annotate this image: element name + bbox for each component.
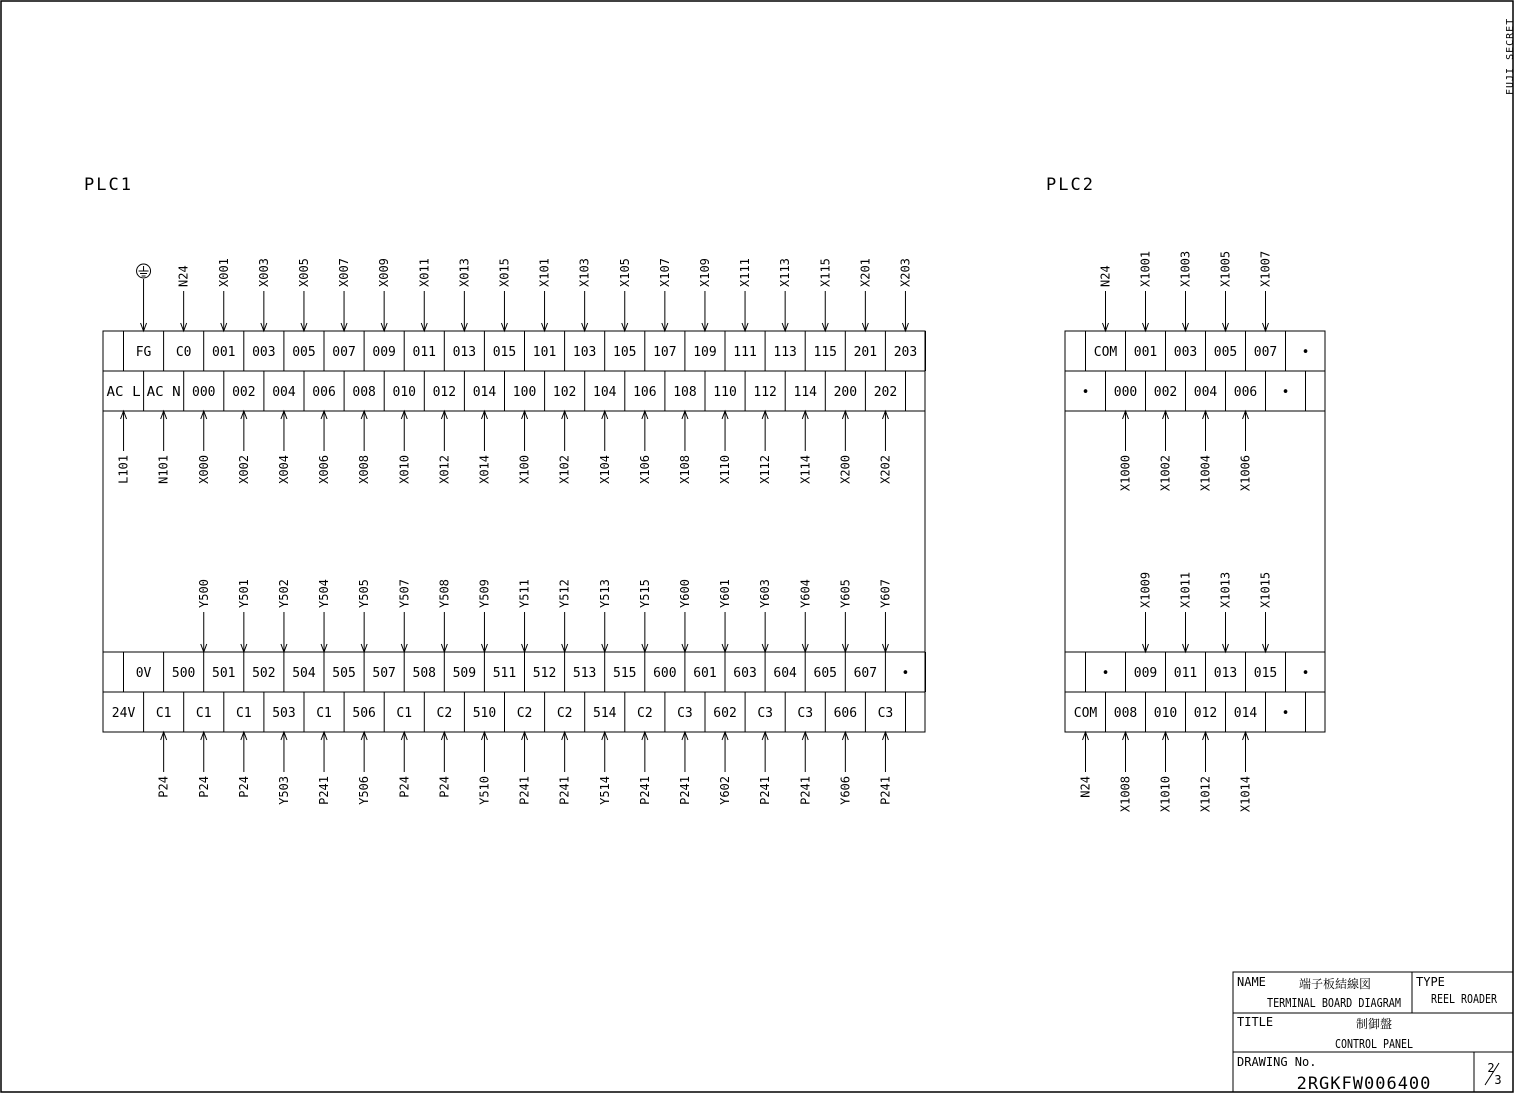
- terminal-cell: 112: [753, 385, 777, 400]
- wire-label: N101: [156, 455, 171, 484]
- wire-label: X003: [256, 258, 271, 287]
- terminal-cell: 005: [292, 345, 316, 360]
- terminal-cell: 500: [171, 666, 196, 681]
- terminal-cell: 003: [1173, 345, 1198, 360]
- sheet-border: [1, 1, 1513, 1092]
- wire-label: X104: [597, 455, 612, 484]
- drawing-number: 2RGKFW006400: [1296, 1074, 1432, 1094]
- wire-label: Y510: [477, 776, 492, 805]
- terminal-cell: 514: [593, 706, 617, 721]
- wire-label: X004: [276, 455, 291, 484]
- wire-label: N24: [1078, 776, 1093, 798]
- wire-connections: [117, 251, 1273, 812]
- wire-label: X013: [457, 258, 472, 287]
- terminal-cell: 002: [1153, 385, 1178, 400]
- terminal-cell: C2: [516, 706, 533, 721]
- wire-label: X1010: [1158, 776, 1173, 813]
- name-japanese: 端子板結線図: [1298, 977, 1372, 991]
- wire-label: X014: [477, 455, 492, 484]
- wire-label: X1012: [1198, 776, 1213, 813]
- wire-label: Y607: [878, 579, 893, 608]
- terminal-cell: 007: [1253, 345, 1278, 360]
- wire-label: Y503: [276, 776, 291, 805]
- wire-label: X001: [216, 258, 231, 287]
- wire-label: X112: [758, 455, 773, 484]
- terminal-cell: 24V: [111, 706, 136, 721]
- wire-label: X100: [517, 455, 532, 484]
- terminal-cell: 507: [372, 666, 396, 681]
- terminal-cell: 0V: [135, 666, 152, 681]
- terminal-cell: 011: [1173, 666, 1198, 681]
- wire-label: X115: [818, 258, 833, 287]
- terminal-cell: 101: [532, 345, 557, 360]
- terminal-cell: 106: [633, 385, 657, 400]
- terminal-cell: 104: [593, 385, 617, 400]
- terminal-cell: 014: [1233, 706, 1258, 721]
- wire-label: Y505: [357, 579, 372, 608]
- wire-label: X1008: [1118, 776, 1133, 813]
- terminal-cell: AC L: [106, 385, 141, 400]
- wire-label: Y606: [838, 776, 853, 805]
- terminal-cell: •: [1101, 666, 1110, 681]
- terminal-cell: 115: [813, 345, 837, 360]
- terminal-cell: C2: [637, 706, 653, 721]
- wire-label: X012: [437, 455, 452, 484]
- terminal-cell: 601: [693, 666, 717, 681]
- terminal-cells: [107, 331, 1310, 732]
- terminal-cell: 111: [733, 345, 757, 360]
- terminal-cell: 003: [252, 345, 276, 360]
- wire-label: X1005: [1218, 250, 1233, 287]
- wire-label: X106: [637, 455, 652, 484]
- wire-label: X108: [677, 455, 692, 484]
- wire-label: P24: [156, 776, 171, 798]
- terminal-cell: 102: [552, 385, 577, 400]
- terminal-cell: C3: [877, 706, 894, 721]
- wire-label: X1007: [1258, 250, 1273, 287]
- terminal-cell: 008: [352, 385, 376, 400]
- wire-label: X101: [537, 258, 552, 287]
- terminal-cell: C1: [155, 706, 172, 721]
- title-label: TITLE: [1237, 1015, 1274, 1029]
- terminal-cell: 505: [332, 666, 356, 681]
- terminal-cell: •: [1281, 706, 1290, 721]
- terminal-cell: 605: [813, 666, 837, 681]
- wire-label: Y500: [196, 579, 211, 608]
- wire-label: Y601: [718, 579, 733, 608]
- terminal-cell: 006: [1233, 385, 1258, 400]
- wire-label: X102: [557, 455, 572, 484]
- terminal-cell: 009: [1133, 666, 1158, 681]
- terminal-cell: 504: [292, 666, 316, 681]
- wire-label: Y502: [276, 579, 291, 608]
- wire-label: P24: [437, 776, 452, 798]
- terminal-cell: 012: [432, 385, 457, 400]
- terminal-cell: 110: [713, 385, 737, 400]
- terminal-cell: •: [1281, 385, 1290, 400]
- terminal-cell: 007: [332, 345, 356, 360]
- wire-label: P241: [878, 776, 893, 805]
- terminal-cell: 606: [833, 706, 858, 721]
- title-block: [1233, 972, 1513, 1094]
- wire-label: X111: [738, 258, 753, 287]
- terminal-cell: 008: [1113, 706, 1138, 721]
- wire-label: X1002: [1158, 455, 1173, 492]
- wire-label: X015: [497, 258, 512, 287]
- wire-label: X110: [718, 455, 733, 484]
- sheet-number: 2: [1487, 1061, 1495, 1075]
- terminal-cell: 506: [352, 706, 376, 721]
- terminal-cell: C2: [556, 706, 573, 721]
- wire-label: X202: [878, 455, 893, 484]
- wire-label: Y511: [517, 579, 532, 608]
- wire-label: X1013: [1218, 571, 1233, 608]
- terminal-cell: 001: [1133, 345, 1158, 360]
- wire-label: Y512: [557, 579, 572, 608]
- plc1-title: PLC1: [84, 175, 133, 195]
- wire-label: X1004: [1198, 455, 1213, 492]
- terminal-cell: 604: [773, 666, 797, 681]
- terminal-cell: 015: [492, 345, 517, 360]
- drawing-number-label: DRAWING No.: [1237, 1055, 1317, 1069]
- wire-label: Y514: [597, 776, 612, 805]
- terminal-cell: 002: [232, 385, 256, 400]
- terminal-cell: 511: [492, 666, 517, 681]
- terminal-cell: 603: [733, 666, 757, 681]
- wire-label: P24: [236, 776, 251, 798]
- wire-label: P24: [397, 776, 412, 798]
- wire-label: Y506: [357, 776, 372, 805]
- wire-label: Y600: [677, 579, 692, 608]
- terminal-cell: 001: [212, 345, 236, 360]
- wire-label: X1003: [1178, 250, 1193, 287]
- wire-label: P241: [677, 776, 692, 805]
- wire-label: P241: [557, 776, 572, 805]
- terminal-cell: 515: [613, 666, 637, 681]
- terminal-cell: 501: [212, 666, 236, 681]
- title-english: CONTROL PANEL: [1335, 1037, 1413, 1051]
- terminal-cell: 502: [252, 666, 276, 681]
- wire-label: Y604: [798, 579, 813, 608]
- wire-label: X201: [858, 258, 873, 287]
- type-value: REEL ROADER: [1431, 992, 1498, 1006]
- terminal-cell: 012: [1193, 706, 1218, 721]
- terminal-cell: 203: [893, 345, 918, 360]
- terminal-cell: COM: [1093, 345, 1118, 360]
- wire-label: X1006: [1238, 455, 1253, 492]
- terminal-cell: 004: [1193, 385, 1218, 400]
- wire-label: X105: [617, 258, 632, 287]
- terminal-cell: 202: [873, 385, 898, 400]
- wire-label: X1014: [1238, 776, 1253, 813]
- terminal-cell: 607: [853, 666, 878, 681]
- terminal-cell: •: [1301, 345, 1310, 360]
- terminal-cell: 503: [272, 706, 296, 721]
- wire-label: Y504: [317, 579, 332, 608]
- terminal-cell: 004: [272, 385, 296, 400]
- wire-label: X1015: [1258, 571, 1273, 608]
- wire-label: P241: [517, 776, 532, 805]
- wire-label: X007: [337, 258, 352, 287]
- terminal-cell: 107: [653, 345, 677, 360]
- name-label: NAME: [1237, 975, 1266, 989]
- wire-label: X002: [236, 455, 251, 484]
- terminal-cell: C3: [797, 706, 814, 721]
- wire-label: X010: [397, 455, 412, 484]
- terminal-cell: C2: [436, 706, 453, 721]
- wire-label: X1011: [1178, 571, 1193, 608]
- terminal-cell: 013: [452, 345, 477, 360]
- terminal-cell: 105: [613, 345, 637, 360]
- wire-label: X203: [898, 258, 913, 287]
- wire-label: Y507: [397, 579, 412, 608]
- wire-label: P241: [637, 776, 652, 805]
- wire-label: X103: [577, 258, 592, 287]
- wire-label: X000: [196, 455, 211, 484]
- wire-label: Y513: [597, 579, 612, 608]
- terminal-cell: 005: [1213, 345, 1238, 360]
- terminal-cell: •: [901, 666, 910, 681]
- wire-label: X011: [417, 258, 432, 287]
- terminal-cell: C0: [175, 345, 192, 360]
- terminal-cell: 508: [412, 666, 436, 681]
- terminal-cell: 602: [713, 706, 737, 721]
- terminal-cell: C1: [195, 706, 212, 721]
- wire-label: X200: [838, 455, 853, 484]
- wire-label: Y515: [637, 579, 652, 608]
- terminal-cell: 013: [1213, 666, 1238, 681]
- terminal-cell: 512: [532, 666, 557, 681]
- wire-label: X1000: [1118, 455, 1133, 492]
- terminal-cell: 200: [833, 385, 858, 400]
- wire-label: P241: [317, 776, 332, 805]
- wire-label: P24: [196, 776, 211, 798]
- terminal-cell: C3: [757, 706, 773, 721]
- terminal-cell: 114: [793, 385, 817, 400]
- terminal-cell: 103: [572, 345, 597, 360]
- terminal-cell: 113: [773, 345, 797, 360]
- terminal-cell: FG: [135, 345, 152, 360]
- wire-label: L101: [116, 455, 131, 484]
- terminal-cell: 015: [1253, 666, 1278, 681]
- terminal-cell: •: [1081, 385, 1090, 400]
- terminal-cell: 000: [1113, 385, 1138, 400]
- terminal-cell: C1: [396, 706, 413, 721]
- plc2-title: PLC2: [1046, 175, 1095, 195]
- terminal-cell: 108: [673, 385, 697, 400]
- wire-label: Y602: [718, 776, 733, 805]
- wire-label: Y605: [838, 579, 853, 608]
- terminal-cell: 010: [1153, 706, 1178, 721]
- name-english: TERMINAL BOARD DIAGRAM: [1267, 996, 1401, 1010]
- wire-label: X006: [317, 455, 332, 484]
- wire-label: Y501: [236, 579, 251, 608]
- wire-label: P241: [758, 776, 773, 805]
- sheet-total: 3: [1494, 1073, 1502, 1087]
- terminal-cell: 010: [392, 385, 416, 400]
- wire-label: X109: [697, 258, 712, 287]
- terminal-cell: C1: [236, 706, 252, 721]
- wire-label: X1001: [1138, 250, 1153, 287]
- terminal-cell: 014: [472, 385, 497, 400]
- wire-label: X1009: [1138, 571, 1153, 608]
- terminal-cell: AC N: [146, 385, 181, 400]
- wire-label: Y508: [437, 579, 452, 608]
- wire-label: X005: [296, 258, 311, 287]
- terminal-cell: •: [1301, 666, 1310, 681]
- terminal-cell: 509: [452, 666, 477, 681]
- wire-label: Y509: [477, 579, 492, 608]
- terminal-cell: C1: [316, 706, 332, 721]
- wire-label: X009: [377, 258, 392, 287]
- wire-label: X114: [798, 455, 813, 484]
- wire-label: N24: [1098, 265, 1113, 287]
- wire-label: N24: [176, 265, 191, 287]
- terminal-cell: 513: [572, 666, 597, 681]
- terminal-cell: 201: [853, 345, 878, 360]
- terminal-cell: 000: [192, 385, 216, 400]
- wire-label: X107: [657, 258, 672, 287]
- wire-label: X113: [778, 258, 793, 287]
- confidential-mark: FUJI SECRET: [1505, 17, 1516, 95]
- title-japanese: 制御盤: [1355, 1017, 1393, 1031]
- wire-label: X008: [357, 455, 372, 484]
- terminal-cell: 006: [312, 385, 336, 400]
- terminal-cell: COM: [1073, 706, 1098, 721]
- terminal-cell: 100: [512, 385, 537, 400]
- terminal-cell: C3: [677, 706, 693, 721]
- wire-label: Y603: [758, 579, 773, 608]
- terminal-cell: 011: [412, 345, 436, 360]
- terminal-cell: 109: [693, 345, 717, 360]
- terminal-cell: 600: [653, 666, 677, 681]
- terminal-cell: 009: [372, 345, 396, 360]
- terminal-cell: 510: [472, 706, 497, 721]
- type-label: TYPE: [1416, 975, 1445, 989]
- wire-label: P241: [798, 776, 813, 805]
